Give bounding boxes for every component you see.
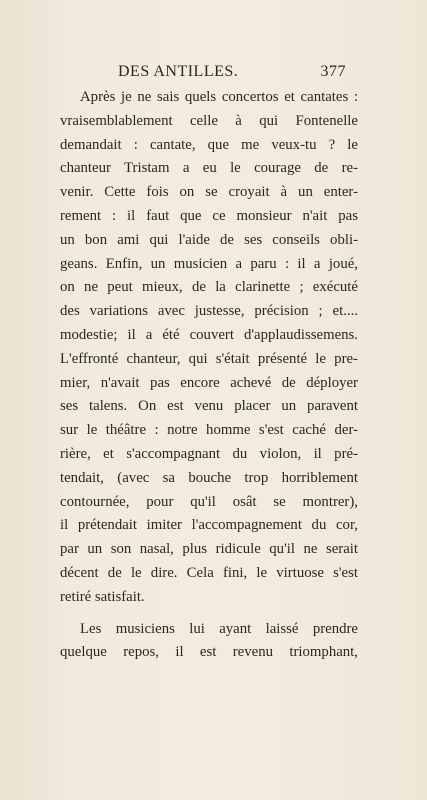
text-line: rement : il faut que ce monsieur n'ait pas bbox=[60, 207, 358, 224]
text-line: ses talens. On est venu placer un paravent bbox=[60, 398, 358, 415]
page-number: 377 bbox=[320, 63, 346, 80]
text-line: Après je ne sais quels concertos et cantates : bbox=[80, 89, 358, 105]
paragraph-1 bbox=[60, 86, 358, 610]
text-line: vraisemblablement celle à qui Fontenelle bbox=[60, 112, 358, 129]
paragraph-2 bbox=[60, 618, 358, 666]
text-line: venir. Cette fois on se croyait à un enter- bbox=[60, 184, 358, 201]
text-line: tendait, (avec sa bouche trop horriblement bbox=[60, 469, 358, 486]
text-line: chanteur Tristam a eu le courage de re- bbox=[60, 160, 358, 177]
text-line: rière, et s'accompagnant du violon, il pré- bbox=[60, 445, 358, 462]
text-line: L'effronté chanteur, qui s'était présenté le pre- bbox=[60, 350, 358, 367]
text-line: décent de le dire. Cela fini, le virtuose s'est bbox=[60, 564, 358, 581]
text-line: mier, n'avait pas encore achevé de déployer bbox=[60, 374, 358, 391]
text-line: il prétendait imiter l'accompagnement du cor, bbox=[60, 517, 358, 534]
text-line: un bon ami qui l'aide de ses conseils obli- bbox=[60, 231, 358, 248]
text-line: modestie; il a été couvert d'applaudissemens. bbox=[60, 326, 358, 343]
running-header bbox=[118, 63, 346, 85]
text-line: quelque repos, il est revenu triomphant, bbox=[60, 644, 358, 661]
body-text bbox=[60, 86, 358, 665]
text-line: on ne peut mieux, de la clarinette ; exécuté bbox=[60, 279, 358, 296]
text-line: Les musiciens lui ayant laissé prendre bbox=[80, 620, 358, 637]
text-line: contournée, pour qu'il osât se montrer), bbox=[60, 493, 358, 510]
text-line: des variations avec justesse, précision ; et.... bbox=[60, 303, 358, 320]
text-line: sur le théâtre : notre homme s'est caché der- bbox=[60, 422, 358, 439]
text-line: geans. Enfin, un musicien a paru : il a joué, bbox=[60, 255, 358, 272]
text-line: retiré satisfait. bbox=[60, 588, 145, 605]
text-line: par un son nasal, plus ridicule qu'il ne serait bbox=[60, 541, 358, 558]
text-line: demandait : cantate, que me veux-tu ? le bbox=[60, 136, 358, 153]
running-title: DES ANTILLES. bbox=[118, 63, 239, 80]
